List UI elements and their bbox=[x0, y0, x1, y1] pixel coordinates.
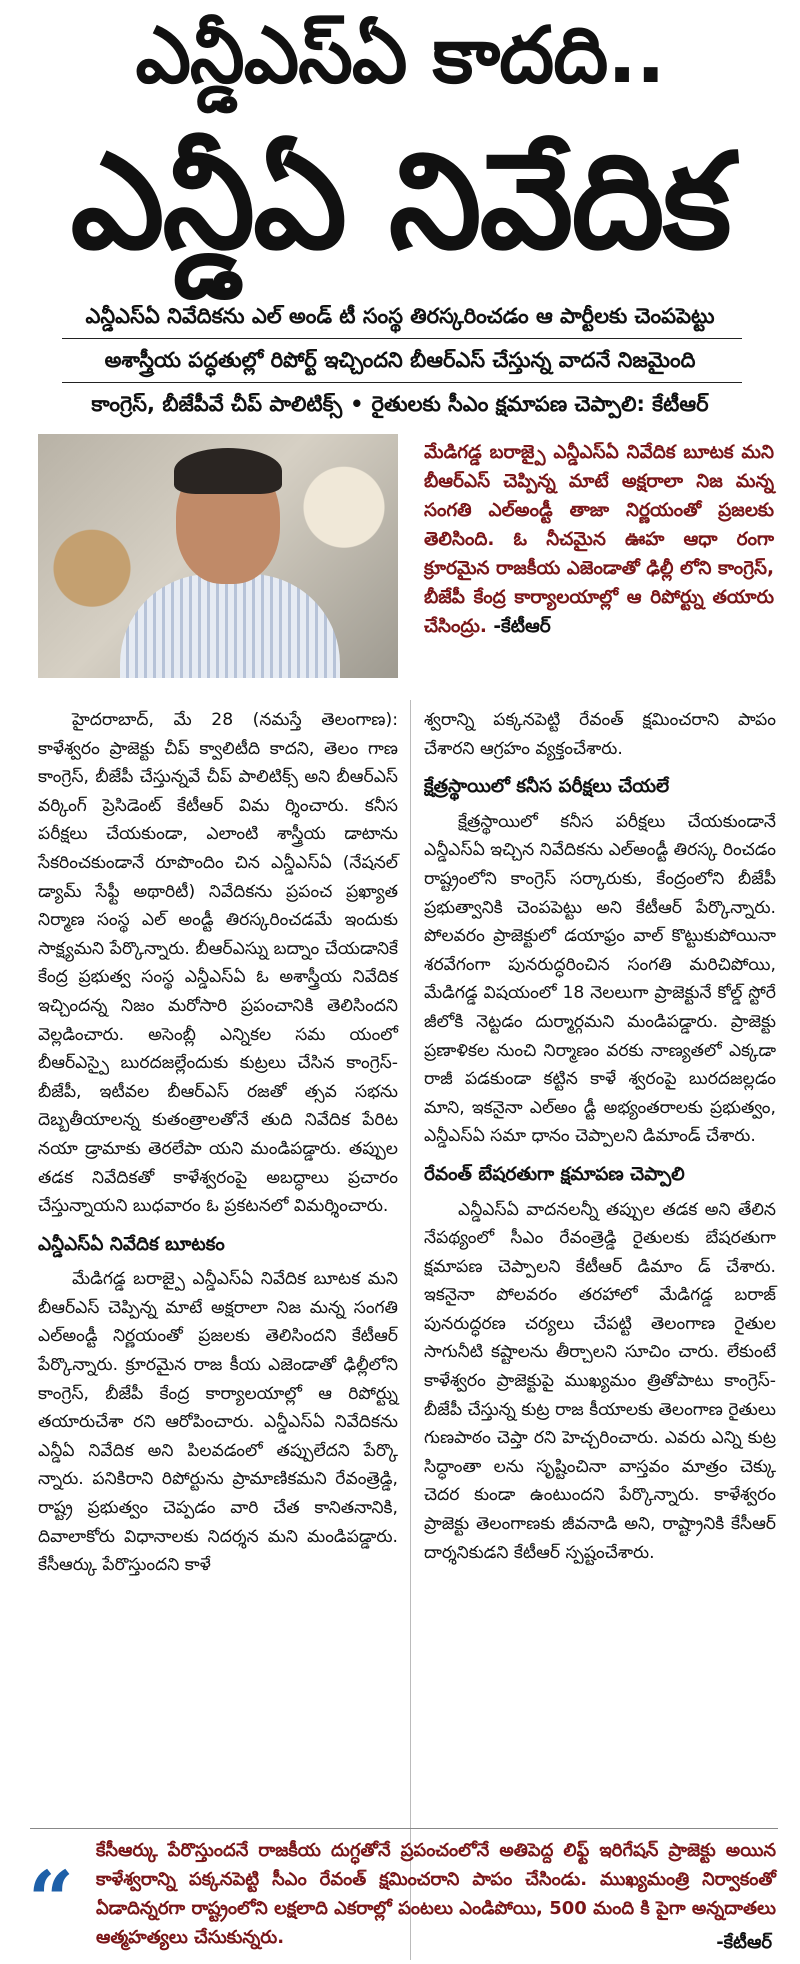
article-left-column bbox=[38, 706, 398, 1580]
article-paragraph: ఎన్డీఎస్ఏ వాదనలన్నీ తప్పుల తడక అని తేలిన నేపథ్యంలో సీఎం రేవంత్రెడ్డి రైతులకు బేషరతుగా క్షమాపణ చెప్పాలని కేటీఆర్ డిమాం డ్ చేశారు. ఇకనైనా పోలవరం తరహాలో మేడిగడ్డ బరాజ్ పునరుద్ధరణ చర్యలు చేపట్టి తెలంగాణ రైతుల సాగునీటి కష్టాలను తీర్చాలని సూచిం చారు. లేకుంటే కాళేశ్వరం ప్రాజెక్టుపై ముఖ్యమం త్రితోపాటు కాంగ్రెస్-బీజేపీ చేస్తున్న కుట్ర రాజ కీయాలకు తెలంగాణ రైతులు గుణపాఠం చెప్తా రని హెచ్చరించారు. ఎవరు ఎన్ని కుట్ర సిద్ధాంతా లను సృష్టించినా వాస్తవం మాత్రం చెక్కు చెదర కుండా ఉంటుందని పేర్కొన్నారు. కాళేశ్వరం ప్రాజెక్టు తెలంగాణకు జీవనాడి అని, రాష్ట్రానికి కేసీఆర్ దార్శనికుడని కేటీఆర్ స్పష్టంచేశారు. bbox=[424, 1199, 776, 1563]
article-paragraph: మేడిగడ్డ బరాజ్పై ఎన్డీఎస్ఏ నివేదిక బూటక మని బీఆర్ఎస్ చెప్పిన్న మాటే అక్షరాలా నిజ మన్న సంగతి ఎల్అండ్టీ నిర్ణయంతో ప్రజలకు తెలిసిందని కేటీఆర్ పేర్కొన్నారు. క్రూరమైన రాజ కీయ ఎజెండాతో ఢిల్లీలోని కాంగ్రెస్, బీజేపీ కేంద్ర కార్యాలయాల్లో ఆ రిపోర్ట్ను తయారుచేశా రని ఆరోపించారు. ఎన్డీఎస్ఏ నివేదికను ఎన్డీఏ నివేదిక అని పిలవడంలో తప్పులేదని పేర్కొ న్నారు. పనికిరాని రిపోర్టును ప్రామాణికమని రేవంత్రెడ్డి, రాష్ట్ర ప్రభుత్వం చెప్పడం వారి చేత కానితనానికి, దివాలాకోరు విధానాలకు నిదర్శన మని మండిపడ్డారు. కేసీఆర్కు పేరొస్తుందని కాళే bbox=[38, 1269, 398, 1576]
article-paragraph: క్షేత్రస్థాయిలో కనీస పరీక్షలు చేయకుండానే ఎన్డీఎస్ఏ ఇచ్చిన నివేదికను ఎల్అండ్టీ తిరస్క రించడం రాష్ట్రంలోని కాంగ్రెస్ సర్కారుకు, కేంద్రంలోని బీజేపీ ప్రభుత్వానికి చెంపపెట్టు అని కేటీఆర్ పేర్కొన్నారు. పోలవరం ప్రాజెక్టులో డయాఫ్రం వాల్ కొట్టుకుపోయినా శరవేగంగా పునరుద్ధరించిన సంగతి మరిచిపోయి, మేడిగడ్డ విషయంలో 18 నెలలుగా ప్రాజెక్టునే కోల్డ్ స్టోరే జీలోకి నెట్టడం దుర్మార్గమని మండిపడ్డారు. ప్రాజెక్టు ప్రణాళికల నుంచి నిర్మాణం వరకు నాణ్యతలో ఎక్కడా రాజీ పడకుండా కట్టిన కాళే శ్వరంపై బురదజల్లడం మాని, ఇకనైనా ఎల్అం డ్టీ అభ్యంతరాలకు ప్రభుత్వం, ఎన్డీఎస్ఏ సమా ధానం చెప్పాలని డిమాండ్ చేశారు. bbox=[424, 811, 776, 1147]
section-heading: క్షేత్రస్థాయిలో కనీస పరీక్షలు చేయలే bbox=[424, 776, 670, 798]
subheading-3a: కాంగ్రెస్, బీజేపీవే చీప్ పాలిటిక్స్ bbox=[91, 392, 343, 416]
article-paragraph: శ్వరాన్ని పక్కనపెట్టి రేవంత్ క్షమించరాని పాపం చేశారని ఆగ్రహం వ్యక్తంచేశారు. bbox=[424, 710, 776, 759]
divider bbox=[62, 338, 742, 339]
pull-quote-text: మేడిగడ్డ బరాజ్పై ఎన్డీఎస్ఏ నివేదిక బూటక మని బీఆర్ఎస్ చెప్పిన్న మాటే అక్షరాలా నిజ మన్న సంగతి ఎల్అండ్టీ తాజా నిర్ణయంతో ప్రజలకు తెలిసింది. ఓ నీచమైన ఊహ ఆధా రంగా క్రూరమైన రాజకీయ ఎజెండాతో ఢిల్లీ లోని కాంగ్రెస్, బీజేపీ కేంద్ర కార్యాలయాల్లో ఆ రిపోర్ట్ను తయారు చేసింద్రు. bbox=[424, 442, 774, 637]
ktr-photo bbox=[38, 434, 398, 678]
subheading-3 bbox=[0, 388, 800, 420]
quote-mark-icon: “ bbox=[28, 1853, 75, 1947]
article-paragraph: హైదరాబాద్, మే 28 (నమస్తే తెలంగాణ): కాళేశ్వరం ప్రాజెక్టు చీప్ క్వాలిటీది కాదని, తెలం గాణ కాంగ్రెస్, బీజేపీ చేస్తున్నవే చీప్ పాలిటిక్స్ అని బీఆర్ఎస్ వర్కింగ్ ప్రెసిడెంట్ కేటీఆర్ విమ ర్శించారు. కనీస పరీక్షలు చేయకుండా, ఎలాంటి శాస్త్రీయ డాటాను సేకరించకుండానే రూపొందిం చిన ఎన్డీఎస్ఏ (నేషనల్ డ్యామ్ సేఫ్టీ అథారిటీ) నివేదికను ప్రపంచ ప్రఖ్యాత నిర్మాణ సంస్థ ఎల్ అండ్టీ తిరస్కరించడమే ఇందుకు సాక్ష్యమని పేర్కొన్నారు. బీఆర్ఎస్ను బద్నాం చేయడానికే కేంద్ర ప్రభుత్వ సంస్థ ఎన్డీఎస్ఏ ఓ అశాస్త్రీయ నివేదిక ఇచ్చిందన్న నిజం మరోసారి ప్రపంచానికి తెలిసిందని వెల్లడించారు. అసెంబ్లీ ఎన్నికల సమ యంలో బీఆర్ఎస్పై బురదజల్లేందుకు కుట్రలు చేసిన కాంగ్రెస్-బీజేపీ, ఇటీవల బీఆర్ఎస్ రజతో త్సవ సభను దెబ్బతీయాలన్న కుతంత్రాలతోనే తుది నివేదిక పేరిట నయా డ్రామాకు తెరలేపా యని మండిపడ్డారు. తప్పుల తడక నివేదికతో కాళేశ్వరంపై అబద్ధాలు ప్రచారం చేస్తున్నాయని బుధవారం ఓ ప్రకటనలో విమర్శించారు. bbox=[38, 710, 398, 1217]
bottom-quote-text: కేసీఆర్కు పేరొస్తుందనే రాజకీయ దుగ్ధతోనే ప్రపంచంలోనే అతిపెద్ద లిఫ్ట్ ఇరిగేషన్ ప్రాజెక్టు అయిన కాళేశ్వరాన్ని పక్కనపెట్టి సీఎం రేవంత్ క్షమించరాని పాపం చేసిండు. ముఖ్యమంత్రి నిర్వాకంతో ఏడాదిన్నరగా రాష్ట్రంలోని లక్షలాది ఎకరాల్లో పంటలు ఎండిపోయి, 500 మంది కి పైగా అన్నదాతలు ఆత్మహత్యలు చేసుకున్నరు. bbox=[96, 1840, 776, 1948]
headline-line-2: ఎన్డీఏ నివేదిక bbox=[70, 125, 730, 279]
subheading-2: అశాస్త్రీయ పద్ధతుల్లో రిపోర్ట్ ఇచ్చిందని బీఆర్ఎస్ చేస్తున్న వాదనే నిజమైంది bbox=[104, 348, 696, 372]
divider bbox=[62, 382, 742, 383]
divider bbox=[30, 1828, 778, 1829]
pull-quote-signature: -కేటీఆర్ bbox=[493, 616, 551, 637]
subheading-3b: రైతులకు సీఎం క్షమాపణ చెప్పాలి: కేటీఆర్ bbox=[371, 392, 709, 416]
section-heading: రేవంత్ బేషరతుగా క్షమాపణ చెప్పాలి bbox=[424, 1163, 685, 1185]
article-right-column bbox=[424, 706, 776, 1567]
pull-quote-box bbox=[424, 438, 774, 641]
photo-hair bbox=[174, 448, 282, 494]
column-divider bbox=[410, 700, 411, 1960]
bottom-quote-signature: -కేటీఆర్ bbox=[716, 1932, 772, 1953]
section-heading: ఎన్డీఎస్ఏ నివేదిక బూటకం bbox=[38, 1233, 225, 1255]
bullet: • bbox=[350, 392, 364, 416]
subheading-1: ఎన్డీఎస్ఏ నివేదికను ఎల్ అండ్ టీ సంస్థ తిరస్కరించడం ఆ పార్టీలకు చెంపపెట్టు bbox=[85, 304, 715, 328]
headline-line-1: ఎన్డీఎస్ఏ కాదది.. bbox=[135, 11, 665, 101]
